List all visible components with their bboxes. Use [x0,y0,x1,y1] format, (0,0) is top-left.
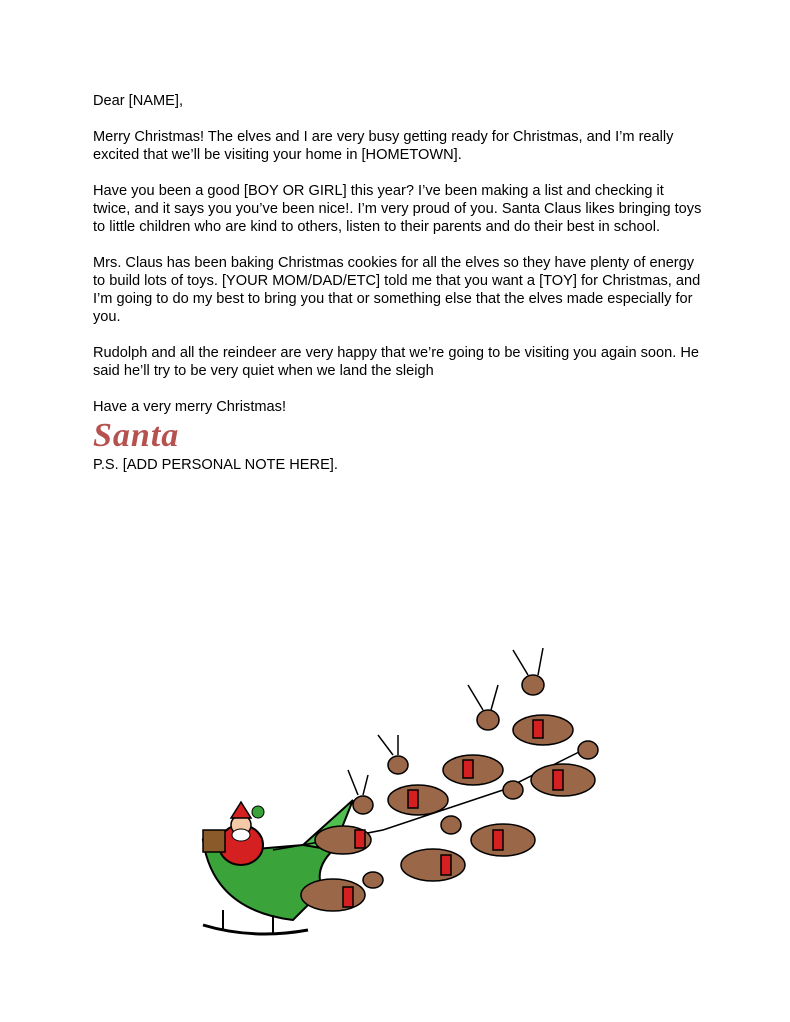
paragraph-1: Merry Christmas! The elves and I are very busy getting ready for Christmas, and I’m really excited that we’ll be visiting your home in [HOMETOWN]. [93,129,674,163]
greeting: Dear [NAME], [93,93,184,109]
postscript: P.S. [ADD PERSONAL NOTE HERE]. [93,457,338,473]
paragraph-4: Rudolph and all the reindeer are very happy that we’re going to be visiting you again soon. He said he’ll try to be very quiet when we land the sleigh [93,345,700,379]
sleigh-icon [203,800,353,935]
paragraph-3: Mrs. Claus has been baking Christmas cookies for all the elves so they have plenty of energy to build lots of toys. [YOUR MOM/DAD/ETC] told me that you want a [TOY] for Christmas, and I’m going to do my best to bring you that or something else that the elves made especially for you. [93,255,701,325]
closing: Have a very merry Christmas! [93,399,286,415]
paragraph-2: Have you been a good [BOY OR GIRL] this year? I’ve been making a list and checking it twice, and it says you you’ve been nice!. I’m very proud of you. Santa Claus likes bringing toys to little children who are kind to others, listen to their parents and do their best in school. [93,183,702,235]
santa-sleigh-reindeer-illustration [183,640,611,955]
letter-body [93,92,703,474]
reindeer-group-icon [301,648,598,911]
signature: Santa [93,417,180,454]
